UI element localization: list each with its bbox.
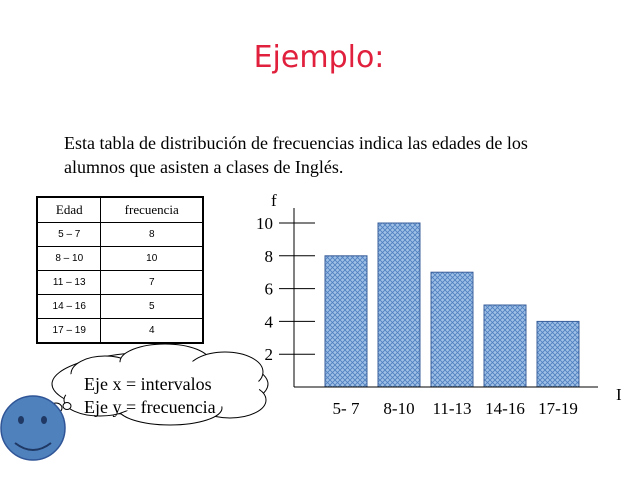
- y-tick-label: 8: [264, 246, 273, 266]
- header-edad: Edad: [37, 197, 101, 223]
- intro-line-1: Esta tabla de distribución de frecuencias indica las edades de los: [64, 133, 528, 153]
- header-frecuencia: frecuencia: [101, 197, 203, 223]
- x-tick-label: 8-10: [383, 399, 415, 418]
- x-axis-label: I: [616, 385, 622, 404]
- cell-edad: 17 – 19: [37, 319, 101, 344]
- y-tick-label: 6: [264, 279, 273, 299]
- cell-edad: 8 – 10: [37, 247, 101, 271]
- x-tick-label: 5- 7: [332, 399, 360, 418]
- callout-line-2: Eje y = frecuencia: [84, 397, 216, 417]
- y-tick-label: 4: [264, 312, 273, 332]
- cell-frecuencia: 4: [101, 319, 203, 344]
- cell-edad: 5 – 7: [37, 223, 101, 247]
- bar-8-10: [378, 223, 420, 387]
- cell-frecuencia: 7: [101, 271, 203, 295]
- cell-edad: 14 – 16: [37, 295, 101, 319]
- bar-17-19: [537, 321, 579, 387]
- y-axis-label: f: [271, 191, 277, 210]
- callout-text: [84, 373, 216, 419]
- bar-11-13: [431, 272, 473, 387]
- intro-line-2: alumnos que asisten a clases de Inglés.: [64, 157, 344, 177]
- bar-14-16: [484, 305, 526, 387]
- smiley-face-icon: [0, 395, 66, 479]
- callout-line-1: Eje x = intervalos: [84, 374, 212, 394]
- y-tick-label: 10: [256, 214, 273, 233]
- cell-frecuencia: 10: [101, 247, 203, 271]
- x-tick-label: 17-19: [538, 399, 578, 418]
- x-tick-label: 14-16: [485, 399, 525, 418]
- cell-frecuencia: 8: [101, 223, 203, 247]
- bar-5-7: [325, 256, 367, 387]
- cell-edad: 11 – 13: [37, 271, 101, 295]
- x-tick-label: 11-13: [432, 399, 472, 418]
- cell-frecuencia: 5: [101, 295, 203, 319]
- slide-title: Ejemplo:: [253, 40, 385, 75]
- y-tick-label: 2: [264, 345, 273, 365]
